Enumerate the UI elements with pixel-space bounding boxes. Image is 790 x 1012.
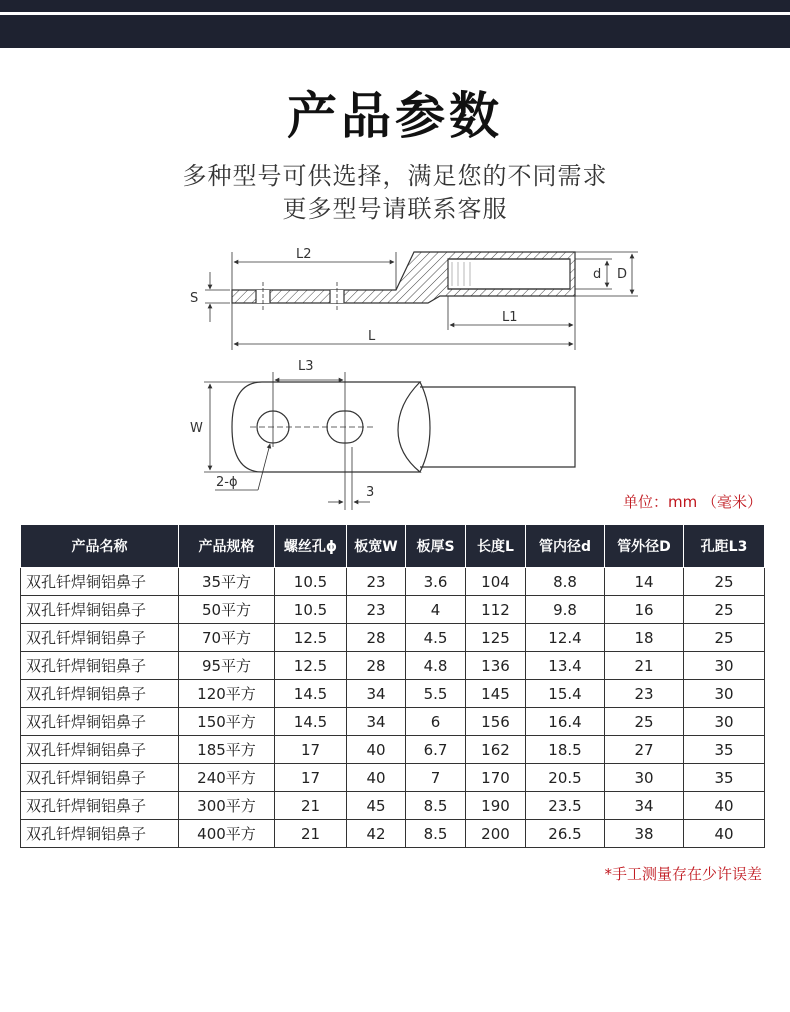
- col-header-length: 长度L: [466, 525, 526, 568]
- col-header-outer-dia: 管外径D: [605, 525, 684, 568]
- table-cell: 28: [347, 624, 406, 652]
- label-l1: L1: [502, 310, 518, 325]
- table-cell: 170: [466, 764, 526, 792]
- table-cell: 10.5: [275, 596, 347, 624]
- table-cell: 162: [466, 736, 526, 764]
- table-cell: 6: [406, 708, 466, 736]
- subtitle-line-2: 更多型号请联系客服: [282, 195, 508, 223]
- table-cell: 35: [684, 736, 765, 764]
- table-cell: 25: [684, 596, 765, 624]
- technical-drawing: [0, 232, 790, 517]
- unit-note: 单位：mm （毫米）: [623, 493, 762, 511]
- col-header-screw-hole: 螺丝孔ϕ: [275, 525, 347, 568]
- table-cell: 双孔钎焊铜铝鼻子: [21, 820, 179, 848]
- table-header-row: [21, 525, 765, 568]
- table-cell: 30: [684, 652, 765, 680]
- label-w: W: [190, 421, 203, 436]
- table-cell: 400平方: [179, 820, 275, 848]
- table-cell: 8.5: [406, 820, 466, 848]
- table-cell: 156: [466, 708, 526, 736]
- table-body: [21, 568, 765, 848]
- table-cell: 5.5: [406, 680, 466, 708]
- subtitle-line-1: 多种型号可供选择，满足您的不同需求: [182, 162, 608, 190]
- table-cell: 17: [275, 736, 347, 764]
- table-cell: 104: [466, 568, 526, 596]
- table-cell: 8.8: [526, 568, 605, 596]
- table-cell: 4.5: [406, 624, 466, 652]
- table-cell: 40: [347, 736, 406, 764]
- table-cell: 300平方: [179, 792, 275, 820]
- table-cell: 23: [347, 568, 406, 596]
- table-cell: 25: [684, 624, 765, 652]
- table-cell: 双孔钎焊铜铝鼻子: [21, 736, 179, 764]
- page-title: 产品参数: [287, 87, 503, 145]
- table-row: [21, 708, 765, 736]
- table-cell: 34: [347, 680, 406, 708]
- table-cell: 4: [406, 596, 466, 624]
- table-cell: 240平方: [179, 764, 275, 792]
- spec-table: [20, 524, 765, 848]
- top-view: [204, 372, 575, 510]
- table-cell: 125: [466, 624, 526, 652]
- error-note: *手工测量存在少许误差: [604, 865, 762, 883]
- table-cell: 双孔钎焊铜铝鼻子: [21, 764, 179, 792]
- table-row: [21, 792, 765, 820]
- table-cell: 34: [347, 708, 406, 736]
- table-cell: 42: [347, 820, 406, 848]
- table-row: [21, 596, 765, 624]
- table-cell: 双孔钎焊铜铝鼻子: [21, 708, 179, 736]
- label-d-outer: D: [617, 267, 628, 282]
- table-cell: 95平方: [179, 652, 275, 680]
- table-cell: 12.5: [275, 652, 347, 680]
- table-cell: 150平方: [179, 708, 275, 736]
- label-l: L: [368, 329, 376, 344]
- table-cell: 21: [275, 792, 347, 820]
- label-l3: L3: [298, 359, 314, 374]
- label-hole-dia: 2-ϕ: [216, 475, 238, 490]
- table-cell: 70平方: [179, 624, 275, 652]
- col-header-hole-pitch: 孔距L3: [684, 525, 765, 568]
- table-cell: 120平方: [179, 680, 275, 708]
- table-cell: 35平方: [179, 568, 275, 596]
- table-cell: 18: [605, 624, 684, 652]
- table-cell: 25: [684, 568, 765, 596]
- table-cell: 6.7: [406, 736, 466, 764]
- table-row: [21, 764, 765, 792]
- table-cell: 25: [605, 708, 684, 736]
- table-cell: 35: [684, 764, 765, 792]
- table-cell: 双孔钎焊铜铝鼻子: [21, 792, 179, 820]
- table-cell: 26.5: [526, 820, 605, 848]
- table-cell: 双孔钎焊铜铝鼻子: [21, 596, 179, 624]
- table-cell: 34: [605, 792, 684, 820]
- table-cell: 30: [684, 680, 765, 708]
- table-cell: 28: [347, 652, 406, 680]
- table-row: [21, 820, 765, 848]
- side-view: [205, 252, 638, 350]
- table-row: [21, 568, 765, 596]
- top-banner: [0, 0, 790, 48]
- table-cell: 20.5: [526, 764, 605, 792]
- label-l2: L2: [296, 247, 312, 262]
- table-cell: 16: [605, 596, 684, 624]
- table-row: [21, 680, 765, 708]
- table-cell: 双孔钎焊铜铝鼻子: [21, 652, 179, 680]
- label-s: S: [190, 291, 199, 306]
- table-cell: 18.5: [526, 736, 605, 764]
- table-cell: 15.4: [526, 680, 605, 708]
- table-cell: 17: [275, 764, 347, 792]
- banner-stripe: [0, 12, 790, 15]
- table-cell: 190: [466, 792, 526, 820]
- col-header-spec: 产品规格: [179, 525, 275, 568]
- table-cell: 112: [466, 596, 526, 624]
- table-cell: 12.5: [275, 624, 347, 652]
- table-cell: 8.5: [406, 792, 466, 820]
- table-cell: 9.8: [526, 596, 605, 624]
- table-cell: 7: [406, 764, 466, 792]
- table-cell: 23: [347, 596, 406, 624]
- table-row: [21, 624, 765, 652]
- table-cell: 14.5: [275, 680, 347, 708]
- table-cell: 45: [347, 792, 406, 820]
- table-row: [21, 652, 765, 680]
- table-cell: 200: [466, 820, 526, 848]
- col-header-width: 板宽W: [347, 525, 406, 568]
- table-cell: 12.4: [526, 624, 605, 652]
- table-cell: 14.5: [275, 708, 347, 736]
- table-cell: 双孔钎焊铜铝鼻子: [21, 680, 179, 708]
- table-cell: 145: [466, 680, 526, 708]
- table-cell: 双孔钎焊铜铝鼻子: [21, 624, 179, 652]
- col-header-name: 产品名称: [21, 525, 179, 568]
- table-cell: 21: [275, 820, 347, 848]
- table-cell: 40: [684, 792, 765, 820]
- table-cell: 40: [347, 764, 406, 792]
- table-cell: 3.6: [406, 568, 466, 596]
- table-cell: 21: [605, 652, 684, 680]
- col-header-inner-dia: 管内径d: [526, 525, 605, 568]
- table-cell: 30: [684, 708, 765, 736]
- table-cell: 30: [605, 764, 684, 792]
- table-cell: 23.5: [526, 792, 605, 820]
- table-cell: 16.4: [526, 708, 605, 736]
- table-cell: 50平方: [179, 596, 275, 624]
- table-cell: 4.8: [406, 652, 466, 680]
- table-cell: 双孔钎焊铜铝鼻子: [21, 568, 179, 596]
- col-header-thickness: 板厚S: [406, 525, 466, 568]
- table-cell: 40: [684, 820, 765, 848]
- label-d-inner: d: [593, 267, 602, 282]
- table-cell: 13.4: [526, 652, 605, 680]
- table-row: [21, 736, 765, 764]
- table-cell: 185平方: [179, 736, 275, 764]
- table-cell: 14: [605, 568, 684, 596]
- label-gap: 3: [366, 485, 375, 500]
- table-cell: 38: [605, 820, 684, 848]
- table-cell: 27: [605, 736, 684, 764]
- table-cell: 10.5: [275, 568, 347, 596]
- table-cell: 23: [605, 680, 684, 708]
- table-cell: 136: [466, 652, 526, 680]
